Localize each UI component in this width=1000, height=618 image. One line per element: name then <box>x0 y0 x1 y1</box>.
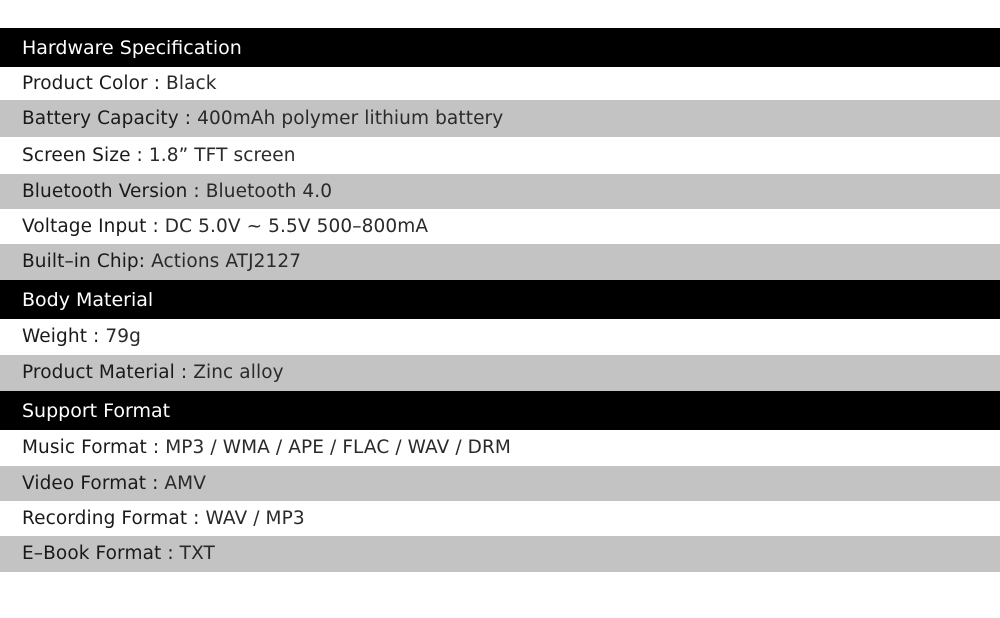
spec-label: Bluetooth Version : <box>22 180 200 202</box>
spec-label: Product Color : <box>22 72 161 94</box>
section-header-support-format <box>0 391 1000 430</box>
spec-row-ebook-format <box>0 536 1000 572</box>
spec-label: E–Book Format : <box>22 543 174 564</box>
spec-row-product-material <box>0 355 1000 391</box>
section-title: Body Material <box>22 288 154 311</box>
spec-label: Video Format : <box>22 472 159 494</box>
spec-value: MP3 / WMA / APE / FLAC / WAV / DRM <box>165 437 511 458</box>
spec-row-recording-format <box>0 501 1000 536</box>
spec-value: WAV / MP3 <box>205 507 305 529</box>
spec-value: Bluetooth 4.0 <box>205 180 333 202</box>
spec-row-music-format <box>0 430 1000 466</box>
spec-label: Built–in Chip: <box>22 251 146 272</box>
spec-label: Music Format : <box>22 437 160 458</box>
spec-row-screen-size <box>0 137 1000 174</box>
spec-row-video-format <box>0 466 1000 501</box>
spec-value: 79g <box>105 326 141 347</box>
spec-row-product-color <box>0 67 1000 100</box>
spec-label: Recording Format : <box>22 507 200 529</box>
spec-value: Actions ATJ2127 <box>151 251 302 272</box>
spec-value: DC 5.0V ~ 5.5V 500–800mA <box>164 215 429 237</box>
spec-label: Product Material : <box>22 362 188 383</box>
spec-value: Zinc alloy <box>193 362 284 383</box>
spec-value: TXT <box>179 543 215 564</box>
spec-label: Voltage Input : <box>22 215 159 237</box>
section-title: Hardware Specification <box>22 36 242 59</box>
spec-label: Battery Capacity : <box>22 107 192 129</box>
spec-label: Weight : <box>22 326 100 347</box>
section-title: Support Format <box>22 399 171 422</box>
section-header-body-material <box>0 280 1000 319</box>
spec-row-bluetooth-version <box>0 174 1000 209</box>
spec-sheet <box>0 28 1000 572</box>
spec-row-weight <box>0 319 1000 355</box>
spec-row-built-in-chip <box>0 244 1000 280</box>
spec-value: AMV <box>164 472 206 494</box>
spec-value: 400mAh polymer lithium battery <box>197 107 504 129</box>
section-header-hardware <box>0 28 1000 67</box>
spec-value: Black <box>166 72 217 94</box>
spec-row-battery-capacity <box>0 100 1000 137</box>
spec-value: 1.8” TFT screen <box>148 144 296 166</box>
spec-label: Screen Size : <box>22 144 143 166</box>
spec-row-voltage-input <box>0 209 1000 244</box>
